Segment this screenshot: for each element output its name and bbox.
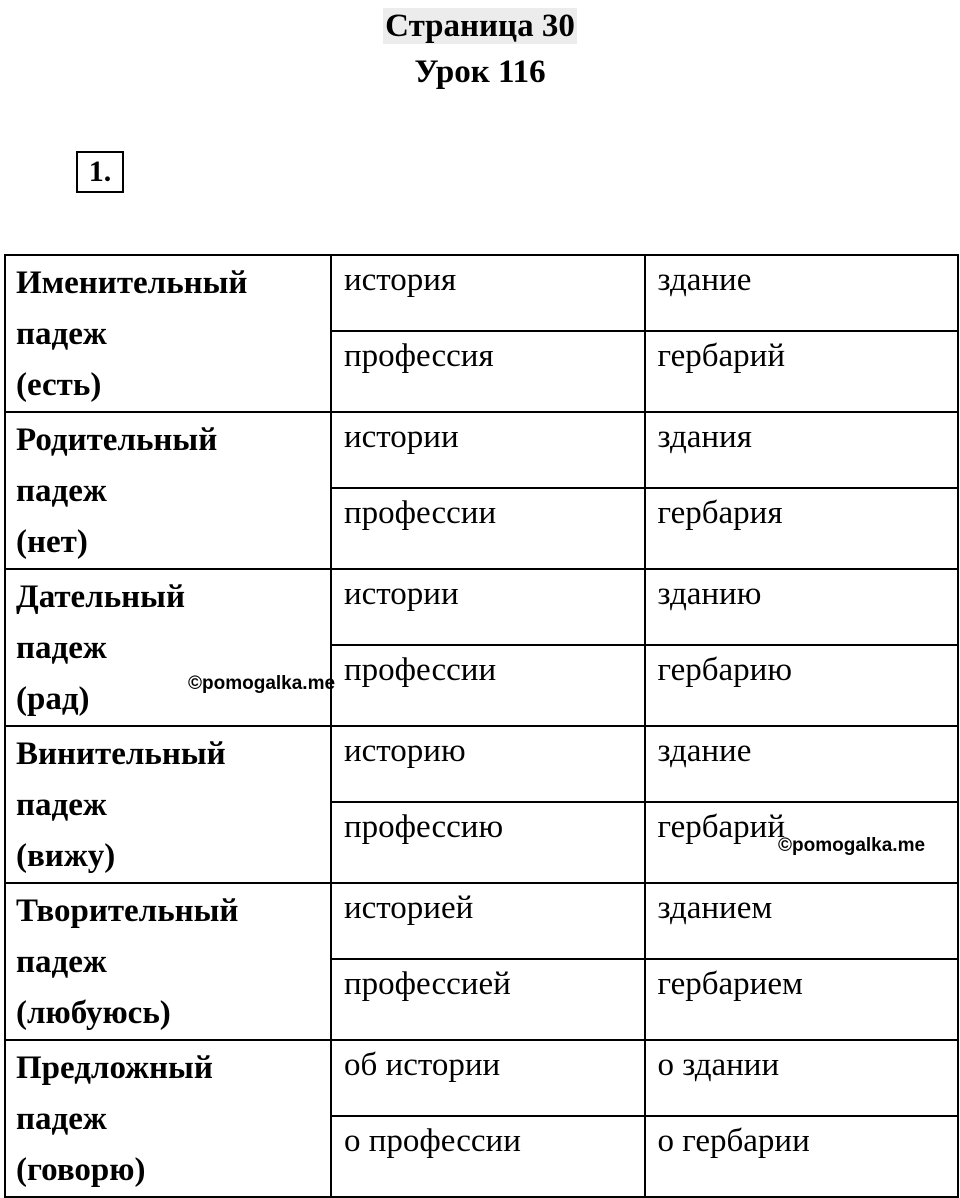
word-form-cell: гербарию bbox=[645, 645, 959, 726]
page-title: Страница 30 bbox=[385, 8, 575, 44]
word-form-cell: зданию bbox=[645, 569, 959, 645]
word-form-cell: профессией bbox=[331, 959, 645, 1040]
word-form-cell: профессии bbox=[331, 645, 645, 726]
case-name-cell: Родительный падеж (нет) bbox=[5, 412, 331, 569]
word-form-cell: здания bbox=[645, 412, 959, 488]
word-form-cell: об истории bbox=[331, 1040, 645, 1116]
task-number-box: 1. bbox=[76, 151, 124, 193]
case-name-cell: Дательный падеж (рад) bbox=[5, 569, 331, 726]
word-form-cell: профессии bbox=[331, 488, 645, 569]
table-row bbox=[5, 569, 958, 645]
table-row bbox=[5, 726, 958, 802]
table-row bbox=[5, 883, 958, 959]
watermark-text: ©pomogalka.me bbox=[778, 835, 926, 856]
word-form-cell: гербарием bbox=[645, 959, 959, 1040]
word-form-cell: гербарий bbox=[645, 331, 959, 412]
case-name-cell: Предложный падеж (говорю) bbox=[5, 1040, 331, 1197]
word-form-cell: зданием bbox=[645, 883, 959, 959]
word-form-cell: о профессии bbox=[331, 1116, 645, 1197]
word-form-cell: здание bbox=[645, 255, 959, 331]
word-form-cell: здание bbox=[645, 726, 959, 802]
declension-table bbox=[4, 254, 959, 1198]
word-form-cell: о здании bbox=[645, 1040, 959, 1116]
word-form-cell: профессию bbox=[331, 802, 645, 883]
lesson-title: Урок 116 bbox=[414, 54, 546, 90]
watermark-text: ©pomogalka.me bbox=[188, 673, 336, 694]
word-form-cell: профессия bbox=[331, 331, 645, 412]
word-form-cell: гербарий bbox=[645, 802, 959, 883]
word-form-cell: историю bbox=[331, 726, 645, 802]
word-form-cell: истории bbox=[331, 569, 645, 645]
word-form-cell: о гербарии bbox=[645, 1116, 959, 1197]
word-form-cell: историей bbox=[331, 883, 645, 959]
table-row bbox=[5, 412, 958, 488]
word-form-cell: гербария bbox=[645, 488, 959, 569]
case-name-cell: Винительный падеж (вижу) bbox=[5, 726, 331, 883]
table-row bbox=[5, 1040, 958, 1116]
table-row bbox=[5, 255, 958, 331]
word-form-cell: истории bbox=[331, 412, 645, 488]
word-form-cell: история bbox=[331, 255, 645, 331]
case-name-cell: Творительный падеж (любуюсь) bbox=[5, 883, 331, 1040]
case-name-cell: Именительный падеж (есть) bbox=[5, 255, 331, 412]
